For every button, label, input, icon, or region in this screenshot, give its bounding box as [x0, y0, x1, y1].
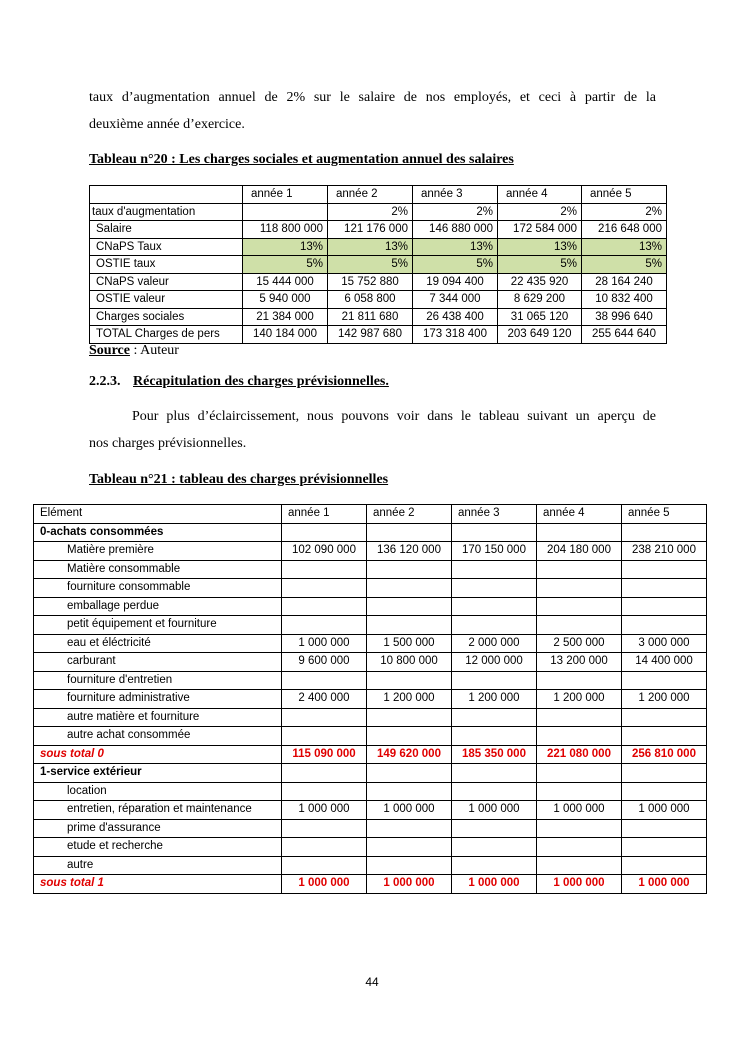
table21-cell [367, 560, 452, 579]
table21-cell: 14 400 000 [622, 653, 707, 672]
table20-header-cell: année 1 [243, 186, 328, 204]
table21-cell [282, 523, 367, 542]
table21-cell [622, 782, 707, 801]
table21-row-label: autre achat consommée [34, 727, 282, 746]
table21-cell: 1 000 000 [367, 801, 452, 820]
table21-cell: 204 180 000 [537, 542, 622, 561]
table21-cell [452, 764, 537, 783]
section-heading [89, 374, 389, 390]
section-number: 2.2.3. [89, 374, 121, 389]
table21-cell: 1 000 000 [452, 801, 537, 820]
table20-cell: 173 318 400 [413, 326, 498, 344]
table21-cell: 9 600 000 [282, 653, 367, 672]
table21-cell [537, 856, 622, 875]
table20-header-cell: année 2 [328, 186, 413, 204]
table21-cell [537, 579, 622, 598]
table21-cell [282, 616, 367, 635]
table21-cell [537, 727, 622, 746]
table20-cell: 26 438 400 [413, 308, 498, 326]
table20-cell: 21 384 000 [243, 308, 328, 326]
table21-cell [452, 819, 537, 838]
table20-cell: 28 164 240 [582, 273, 667, 291]
table21-row [34, 745, 707, 764]
table21-cell [622, 819, 707, 838]
table21-cell [452, 597, 537, 616]
table21-cell [622, 856, 707, 875]
intro-paragraph [89, 84, 656, 138]
table21-cell [367, 727, 452, 746]
table20-row-label: Charges sociales [90, 308, 243, 326]
page-number: 44 [365, 975, 379, 989]
intro-line-1: taux d’augmentation annuel de 2% sur le salaire de nos employés, et ceci à partir de la [89, 90, 656, 105]
table21-row-label: location [34, 782, 282, 801]
table21-cell [282, 597, 367, 616]
table20-cell: 2% [413, 203, 498, 221]
table21-cell [622, 560, 707, 579]
forecast-charges-table [33, 504, 707, 894]
table21-cell [282, 782, 367, 801]
table20-cell: 13% [582, 238, 667, 256]
table21-row [34, 875, 707, 894]
table21-cell [622, 838, 707, 857]
table21-row-label: fourniture consommable [34, 579, 282, 598]
table20-row [90, 238, 667, 256]
table21-row-label: Matière consommable [34, 560, 282, 579]
table21-cell: 1 200 000 [367, 690, 452, 709]
table20-cell: 140 184 000 [243, 326, 328, 344]
table20-header-cell: année 3 [413, 186, 498, 204]
table20-cell: 118 800 000 [243, 221, 328, 239]
table21-cell: 1 000 000 [622, 801, 707, 820]
table21-row [34, 838, 707, 857]
table21-cell [367, 523, 452, 542]
table21-cell [452, 560, 537, 579]
table20-source [89, 343, 179, 359]
table21-cell [282, 856, 367, 875]
table21-row-label: prime d'assurance [34, 819, 282, 838]
table21-header-cell: année 3 [452, 505, 537, 524]
table21-row [34, 819, 707, 838]
section-paragraph [89, 403, 656, 457]
table21-row [34, 616, 707, 635]
table21-row [34, 560, 707, 579]
table20-cell: 172 584 000 [498, 221, 582, 239]
table20-cell: 5% [582, 256, 667, 274]
table21-row [34, 671, 707, 690]
table20-row-label: CNaPS valeur [90, 273, 243, 291]
table21-cell: 221 080 000 [537, 745, 622, 764]
table21-cell [367, 579, 452, 598]
table21-row [34, 653, 707, 672]
table21-row-label: fourniture administrative [34, 690, 282, 709]
table21-row-label: 1-service extérieur [34, 764, 282, 783]
table20-row [90, 308, 667, 326]
table20-cell: 31 065 120 [498, 308, 582, 326]
table21-row-label: sous total 0 [34, 745, 282, 764]
table21-cell: 1 000 000 [622, 875, 707, 894]
table21-cell: 256 810 000 [622, 745, 707, 764]
table21-row [34, 634, 707, 653]
table20-cell: 10 832 400 [582, 291, 667, 309]
table20-cell: 146 880 000 [413, 221, 498, 239]
table21-cell [537, 764, 622, 783]
source-text: : Auteur [129, 343, 179, 358]
table21-header-row [34, 505, 707, 524]
table21-row [34, 782, 707, 801]
table21-row-label: eau et éléctricité [34, 634, 282, 653]
table21-cell: 136 120 000 [367, 542, 452, 561]
table21-row-label: entretien, réparation et maintenance [34, 801, 282, 820]
table21-cell [452, 856, 537, 875]
table21-header-cell: année 4 [537, 505, 622, 524]
table20-row [90, 326, 667, 344]
table21-row [34, 597, 707, 616]
table21-header-cell: année 1 [282, 505, 367, 524]
table21-cell [622, 671, 707, 690]
table20-cell: 13% [498, 238, 582, 256]
table20-cell: 8 629 200 [498, 291, 582, 309]
table21-cell: 1 000 000 [282, 634, 367, 653]
table21-cell [367, 782, 452, 801]
table21-cell [282, 838, 367, 857]
table21-cell [282, 708, 367, 727]
source-label: Source [89, 343, 130, 358]
table21-cell [537, 708, 622, 727]
table20-row-label: Salaire [90, 221, 243, 239]
table21-row-label: etude et recherche [34, 838, 282, 857]
section-para-line-1: Pour plus d’éclaircissement, nous pouvons voir dans le tableau suivant un aperçu de [132, 409, 656, 424]
table20-row-label: taux d'augmentation [90, 203, 243, 221]
table20-header-cell: année 4 [498, 186, 582, 204]
table20-cell: 5% [413, 256, 498, 274]
table21-cell: 1 000 000 [452, 875, 537, 894]
table21-cell [367, 819, 452, 838]
table20-cell: 2% [582, 203, 667, 221]
table21-cell [452, 523, 537, 542]
table21-cell [622, 708, 707, 727]
table21-row-label: fourniture d'entretien [34, 671, 282, 690]
table21-row [34, 764, 707, 783]
table21-cell: 1 200 000 [537, 690, 622, 709]
table20-row-label: CNaPS Taux [90, 238, 243, 256]
table21-row [34, 523, 707, 542]
table20-cell: 13% [413, 238, 498, 256]
table21-cell [537, 616, 622, 635]
table21-cell: 115 090 000 [282, 745, 367, 764]
table21-row [34, 727, 707, 746]
table20-cell: 5% [243, 256, 328, 274]
table20-cell: 13% [328, 238, 413, 256]
table21-cell [367, 838, 452, 857]
table21-cell [367, 708, 452, 727]
table21-cell [622, 727, 707, 746]
table21-row-label: 0-achats consommées [34, 523, 282, 542]
table20-row [90, 256, 667, 274]
table20-cell: 21 811 680 [328, 308, 413, 326]
table21-cell: 2 400 000 [282, 690, 367, 709]
table20-cell: 2% [498, 203, 582, 221]
table20-cell: 5% [328, 256, 413, 274]
table21-cell [452, 579, 537, 598]
table21-cell: 1 500 000 [367, 634, 452, 653]
table20-row-label: OSTIE valeur [90, 291, 243, 309]
table20-cell: 142 987 680 [328, 326, 413, 344]
table20-cell: 15 752 880 [328, 273, 413, 291]
table21-header-cell: année 5 [622, 505, 707, 524]
table21-cell [282, 764, 367, 783]
table20-cell: 19 094 400 [413, 273, 498, 291]
table21-row-label: carburant [34, 653, 282, 672]
table21-cell [282, 819, 367, 838]
table21-cell [282, 727, 367, 746]
table21-header-cell: année 2 [367, 505, 452, 524]
table21-cell: 170 150 000 [452, 542, 537, 561]
table21-cell: 2 500 000 [537, 634, 622, 653]
table21-cell: 1 000 000 [537, 875, 622, 894]
table21-cell: 149 620 000 [367, 745, 452, 764]
table21-header-cell: Elément [34, 505, 282, 524]
table21-cell [537, 819, 622, 838]
table21-cell: 185 350 000 [452, 745, 537, 764]
table21-cell [537, 597, 622, 616]
table21-cell [282, 671, 367, 690]
table21-row-label: Matière première [34, 542, 282, 561]
salary-charges-table [89, 185, 667, 344]
table21-cell: 1 000 000 [367, 875, 452, 894]
intro-line-2: deuxième année d’exercice. [89, 117, 245, 132]
table21-cell [452, 838, 537, 857]
table20-header-row [90, 186, 667, 204]
table21-cell [452, 616, 537, 635]
table21-cell: 3 000 000 [622, 634, 707, 653]
table21-cell [622, 616, 707, 635]
table20-cell: 121 176 000 [328, 221, 413, 239]
table20-cell: 2% [328, 203, 413, 221]
table21-row-label: emballage perdue [34, 597, 282, 616]
table21-cell [537, 838, 622, 857]
table21-cell: 1 000 000 [282, 801, 367, 820]
table21-cell [367, 671, 452, 690]
table21-cell: 1 200 000 [622, 690, 707, 709]
table21-cell [452, 671, 537, 690]
table20-cell: 255 644 640 [582, 326, 667, 344]
table20-cell: 22 435 920 [498, 273, 582, 291]
section-para-line-2: nos charges prévisionnelles. [89, 436, 247, 451]
table21-cell [452, 727, 537, 746]
table21-cell: 12 000 000 [452, 653, 537, 672]
table21-cell [622, 523, 707, 542]
table21-cell [452, 708, 537, 727]
table20-cell: 5 940 000 [243, 291, 328, 309]
table21-cell: 13 200 000 [537, 653, 622, 672]
table21-row-label: autre matière et fourniture [34, 708, 282, 727]
table21-row-label: sous total 1 [34, 875, 282, 894]
table20-cell: 7 344 000 [413, 291, 498, 309]
table20-cell: 5% [498, 256, 582, 274]
table21-cell: 1 200 000 [452, 690, 537, 709]
table21-row-label: autre [34, 856, 282, 875]
table20-cell: 203 649 120 [498, 326, 582, 344]
table21-row [34, 708, 707, 727]
table21-cell: 238 210 000 [622, 542, 707, 561]
table21-cell [622, 764, 707, 783]
table21-cell [282, 560, 367, 579]
table21-cell: 10 800 000 [367, 653, 452, 672]
table20-row [90, 273, 667, 291]
table20-caption: Tableau n°20 : Les charges sociales et augmentation annuel des salaires [89, 152, 514, 167]
table21-cell: 2 000 000 [452, 634, 537, 653]
table20-row [90, 221, 667, 239]
table20-header-empty [90, 186, 243, 204]
section-title: Récapitulation des charges prévisionnelles. [133, 374, 389, 389]
table21-caption: Tableau n°21 : tableau des charges prévisionnelles [89, 472, 389, 487]
table20-header-cell: année 5 [582, 186, 667, 204]
table21-cell [622, 579, 707, 598]
table20-cell: 13% [243, 238, 328, 256]
table21-cell [537, 671, 622, 690]
table21-row [34, 801, 707, 820]
table21-cell [282, 579, 367, 598]
table21-cell: 1 000 000 [282, 875, 367, 894]
table21-cell [452, 782, 537, 801]
table21-cell [537, 560, 622, 579]
table21-cell [367, 856, 452, 875]
table20-cell: 216 648 000 [582, 221, 667, 239]
table21-cell [537, 782, 622, 801]
table21-row [34, 690, 707, 709]
table20-row-label: OSTIE taux [90, 256, 243, 274]
table21-cell [367, 597, 452, 616]
table21-row [34, 542, 707, 561]
table21-cell [622, 597, 707, 616]
table21-cell: 1 000 000 [537, 801, 622, 820]
table20-cell: 6 058 800 [328, 291, 413, 309]
table21-cell [537, 523, 622, 542]
table21-row-label: petit équipement et fourniture [34, 616, 282, 635]
table21-row [34, 579, 707, 598]
table20-row [90, 291, 667, 309]
table20-cell [243, 203, 328, 221]
table21-cell [367, 616, 452, 635]
table21-row [34, 856, 707, 875]
table20-row-label: TOTAL Charges de pers [90, 326, 243, 344]
table21-cell: 102 090 000 [282, 542, 367, 561]
table20-row [90, 203, 667, 221]
table21-cell [367, 764, 452, 783]
table20-cell: 38 996 640 [582, 308, 667, 326]
table20-cell: 15 444 000 [243, 273, 328, 291]
